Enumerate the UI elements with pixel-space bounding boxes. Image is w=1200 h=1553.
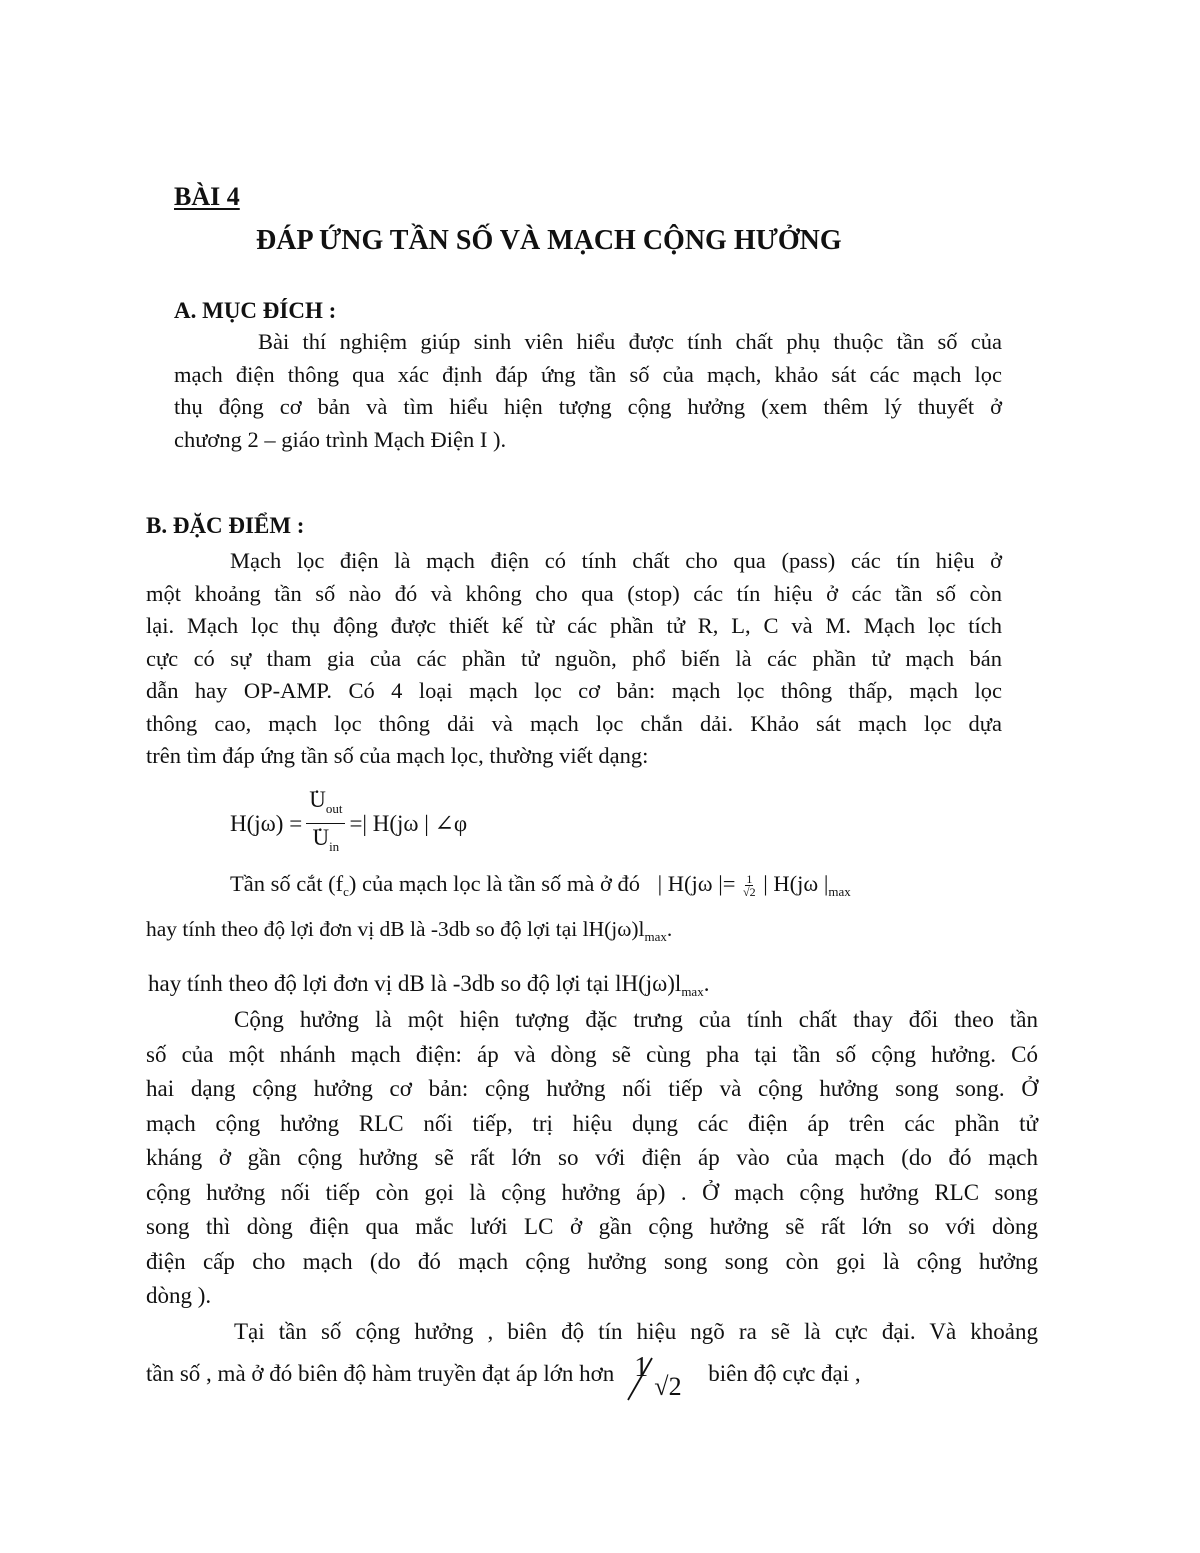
text-line: Bài thí nghiệm giúp sinh viên hiểu được tính chất phụ thuộc tần số của bbox=[258, 329, 1002, 354]
text-line: dòng ). bbox=[146, 1283, 212, 1308]
db-line-1 bbox=[146, 913, 672, 954]
bandwidth-text-before: tần số , mà ở đó biên độ hàm truyền đạt áp lớn hơn bbox=[146, 1361, 615, 1386]
cutoff-max-subscript: max bbox=[828, 884, 851, 899]
formula-denominator bbox=[309, 824, 342, 861]
cutoff-subscript: c bbox=[343, 884, 349, 899]
cutoff-line bbox=[230, 868, 851, 909]
formula-rhs: =| H(jω | ∠φ bbox=[349, 810, 468, 836]
one-over-root-two bbox=[622, 1352, 694, 1401]
page-title: ĐÁP ỨNG TẦN SỐ VÀ MẠCH CỘNG HƯỞNG bbox=[256, 225, 842, 256]
u-out-symbol: . U bbox=[309, 786, 326, 814]
bandwidth-text-after: biên độ cực đại , bbox=[708, 1361, 861, 1386]
u-in-symbol: . U bbox=[312, 824, 329, 852]
text-line: mạch cộng hưởng RLC nối tiếp, trị hiệu dụng các điện áp trên các phần tử bbox=[146, 1110, 1038, 1136]
cutoff-text: Tần số cắt (f bbox=[230, 871, 344, 896]
formula-lhs: H(jω) = bbox=[230, 810, 303, 836]
text-line: thụ động cơ bản và tìm hiểu hiện tượng cộng hưởng (xem thêm lý thuyết ở bbox=[174, 394, 1002, 419]
resonance-paragraph bbox=[146, 1003, 1038, 1314]
text-line: dẫn hay OP-AMP. Có 4 loại mạch lọc cơ bản: mạch lọc thông thấp, mạch lọc bbox=[146, 678, 1002, 703]
text-line: mạch điện thông qua xác định đáp ứng tần số của mạch, khảo sát các mạch lọc bbox=[174, 361, 1002, 387]
db-line-1-subscript: max bbox=[644, 929, 667, 944]
text-line: Cộng hưởng là một hiện tượng đặc trưng của tính chất thay đổi theo tần bbox=[234, 1007, 1038, 1032]
cutoff-frac-den: √2 bbox=[743, 885, 756, 900]
cutoff-fraction bbox=[743, 873, 756, 898]
db-line-2-end: . bbox=[703, 971, 710, 996]
db-line-2-text: hay tính theo độ lợi đơn vị dB là -3db so độ lợi tại lH(jω)l bbox=[148, 971, 682, 996]
lesson-label: BÀI 4 bbox=[174, 182, 240, 211]
text-line: song thì dòng điện qua mắc lưới LC ở gần cộng hưởng sẽ rất lớn so với dòng bbox=[146, 1214, 1038, 1239]
formula-fraction bbox=[306, 786, 345, 861]
text-line: trên tìm đáp ứng tần số của mạch lọc, thường viết dạng: bbox=[146, 743, 649, 768]
section-a-paragraph bbox=[174, 326, 1002, 456]
text-line: Tại tần số cộng hưởng , biên độ tín hiệu ngõ ra sẽ là cực đại. Và khoảng bbox=[234, 1319, 1038, 1344]
text-line: điện cấp cho mạch (do đó mạch cộng hưởng song song còn gọi là cộng hưởng bbox=[146, 1248, 1038, 1274]
text-line: cực có sự tham gia của các phần tử nguồn, phổ biến là các phần tử mạch bán bbox=[146, 645, 1002, 671]
text-line: số của một nhánh mạch điện: áp và dòng sẽ cùng pha tại tần số cộng hưởng. Có bbox=[146, 1041, 1038, 1067]
u-in-subscript: in bbox=[329, 839, 340, 854]
text-line: kháng ở gần cộng hưởng sẽ rất lớn so với điện áp vào của mạch (do đó mạch bbox=[146, 1145, 1038, 1170]
section-b-paragraph bbox=[146, 545, 1002, 773]
text-line: hai dạng cộng hưởng cơ bản: cộng hưởng nối tiếp và cộng hưởng song song. Ở bbox=[146, 1076, 1038, 1101]
text-line: thông cao, mạch lọc thông dải và mạch lọc chắn dải. Khảo sát mạch lọc dựa bbox=[146, 710, 1002, 736]
section-a-heading: A. MỤC ĐÍCH : bbox=[174, 298, 337, 323]
text-line: lại. Mạch lọc thụ động được thiết kế từ các phần tử R, L, C và M. Mạch lọc tích bbox=[146, 613, 1002, 638]
text-line: cộng hưởng nối tiếp còn gọi là cộng hưởng áp) . Ở mạch cộng hưởng RLC song bbox=[146, 1179, 1038, 1205]
text-line: chương 2 – giáo trình Mạch Điện I ). bbox=[174, 426, 507, 452]
text-line: một khoảng tần số nào đó và không cho qua (stop) các tín hiệu ở các tần số còn bbox=[146, 580, 1002, 606]
u-out-subscript: out bbox=[325, 801, 343, 816]
bandwidth-line-2 bbox=[146, 1352, 1046, 1401]
db-line-1-text: hay tính theo độ lợi đơn vị dB là -3db so độ lợi tại lH(jω)l bbox=[146, 917, 645, 941]
formula-numerator bbox=[306, 786, 345, 824]
big-frac-den: √2 bbox=[654, 1372, 682, 1401]
cutoff-text-after: ) của mạch lọc là tần số mà ở đó bbox=[348, 871, 641, 896]
text-line: Mạch lọc điện là mạch điện có tính chất cho qua (pass) các tín hiệu ở bbox=[230, 548, 1002, 573]
cutoff-expr-left: | H(jω |= bbox=[657, 871, 736, 896]
db-line-1-end: . bbox=[666, 917, 673, 941]
section-b-heading: B. ĐẶC ĐIỂM : bbox=[146, 513, 305, 538]
cutoff-frac-num: 1 bbox=[746, 872, 753, 887]
bandwidth-paragraph bbox=[146, 1315, 1038, 1350]
db-line-2-subscript: max bbox=[681, 984, 704, 999]
big-frac-num: 1 bbox=[634, 1352, 649, 1383]
cutoff-expr-right: | H(jω | bbox=[763, 871, 829, 896]
transfer-function-formula bbox=[230, 786, 467, 861]
